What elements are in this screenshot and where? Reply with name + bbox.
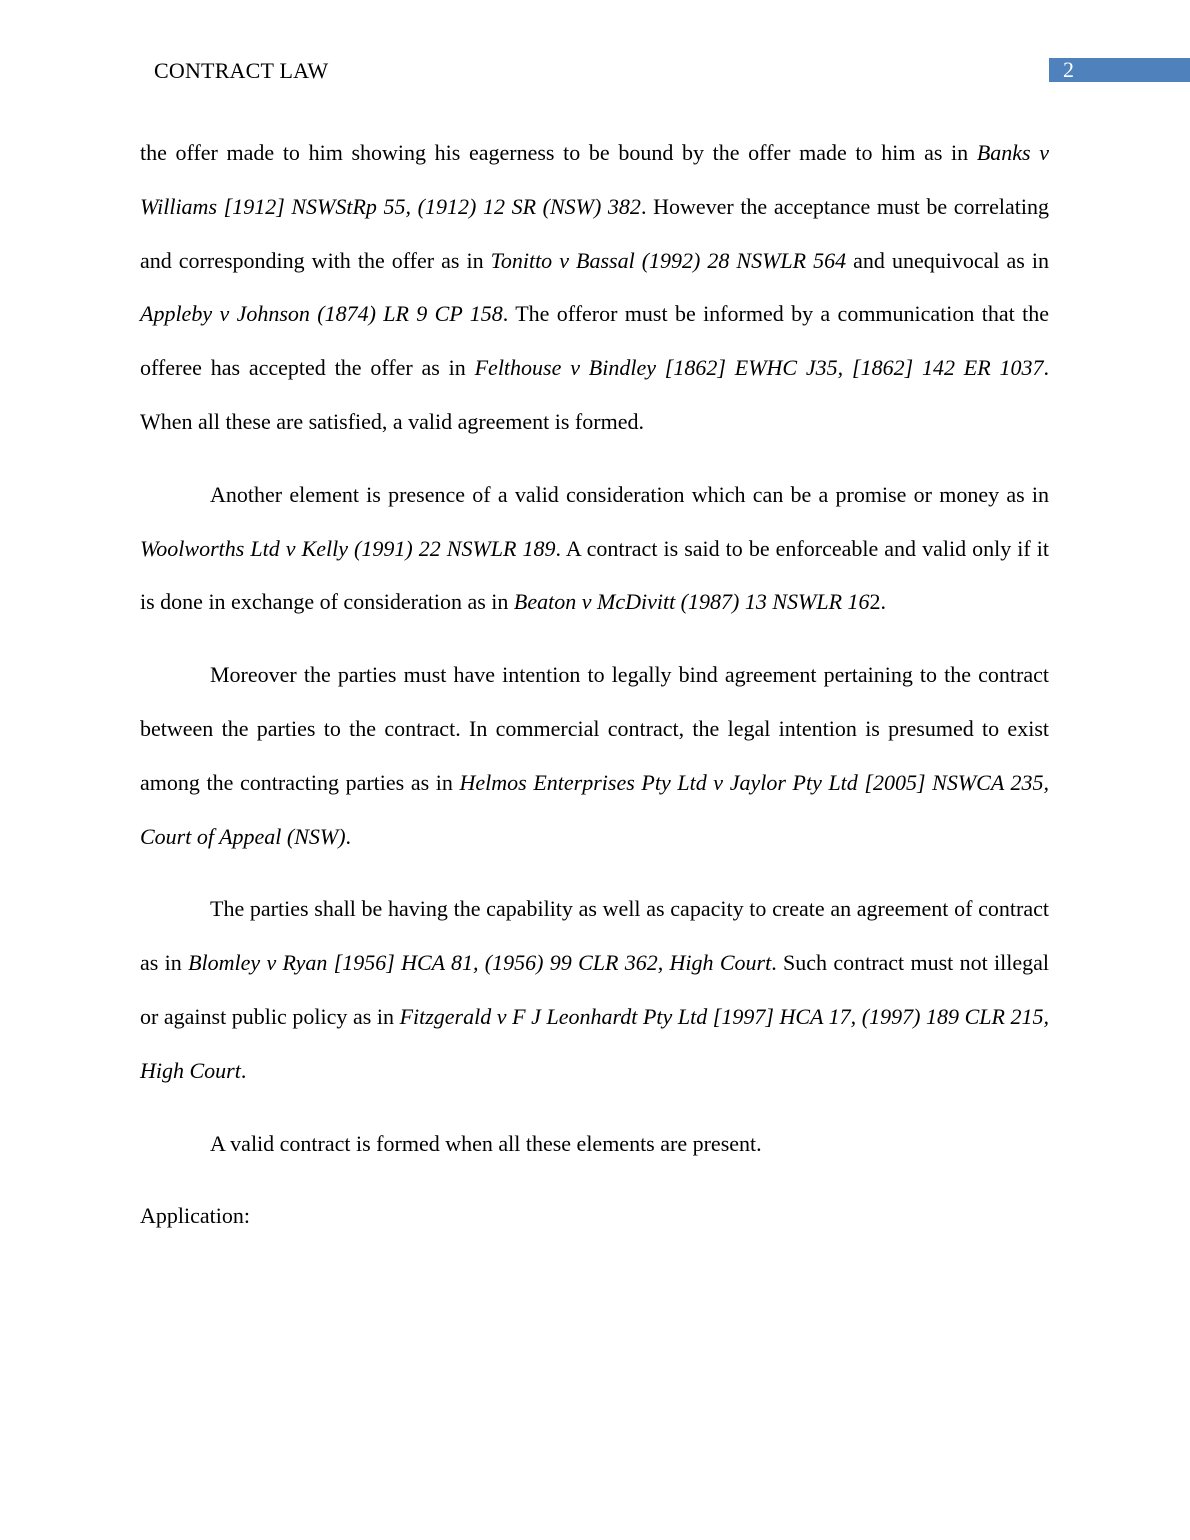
text-run: .	[345, 823, 352, 849]
text-run: . When all these are satisfied, a valid agreement is formed.	[140, 355, 1049, 434]
text-run: the offer made to him showing his eagerness to be bound by the offer made to him as in	[140, 140, 977, 165]
text-run: Moreover the parties must have intention to legally bind agreement pertaining to the contract between the parties to the contract. In commercial contract, the legal intention is presumed to exist among the contracting parties as in	[140, 662, 1049, 795]
case-citation: Blomley v Ryan [1956] HCA 81, (1956) 99 CLR 362, High Court	[188, 950, 772, 976]
text-run: . A contract is said to be enforceable and valid only if it is done in exchange of consideration as in	[140, 535, 1049, 615]
case-citation: Tonitto v Bassal (1992) 28 NSWLR 564	[490, 247, 847, 273]
case-citation: Fitzgerald v F J Leonhardt Pty Ltd [1997] HCA 17, (1997) 189 CLR 215, High Court	[140, 1003, 1049, 1083]
text-run: . Such contract must not illegal or against public policy as in	[140, 950, 1049, 1029]
text-run: .	[240, 1057, 247, 1083]
page-number: 2	[1063, 57, 1074, 82]
running-header-title: CONTRACT LAW	[154, 58, 329, 83]
paragraph-consideration	[140, 468, 1049, 629]
document-body	[140, 126, 1049, 1243]
paragraph-offer-acceptance	[140, 126, 1049, 449]
case-citation: Appleby v Johnson (1874) LR 9 CP 158	[140, 301, 503, 327]
text-run: and unequivocal as in	[846, 247, 1049, 273]
text-run: . The offeror must be informed by a communication that the offeree has accepted the offer as in	[140, 301, 1049, 381]
text-run: A valid contract is formed when all these elements are present.	[210, 1130, 762, 1156]
case-citation: Helmos Enterprises Pty Ltd v Jaylor Pty Ltd [2005] NSWCA 235, Court of Appeal (NSW)	[140, 769, 1049, 849]
paragraph-conclusion	[140, 1117, 1049, 1171]
text-run: The parties shall be having the capability as well as capacity to create an agreement of contract as in	[140, 896, 1049, 976]
case-citation: Banks v Williams [1912] NSWStRp 55, (1912) 12 SR (NSW) 382	[140, 140, 1049, 219]
text-run: . However the acceptance must be correlating and corresponding with the offer as in	[140, 193, 1049, 273]
case-citation: Woolworths Ltd v Kelly (1991) 22 NSWLR 189	[140, 535, 556, 561]
application-heading: Application:	[140, 1203, 250, 1229]
paragraph-intention	[140, 648, 1049, 863]
page-number-badge	[1049, 58, 1190, 82]
paragraph-capacity	[140, 882, 1049, 1097]
case-citation: Felthouse v Bindley [1862] EWHC J35, [1862] 142 ER 1037	[474, 355, 1044, 381]
text-run: Another element is presence of a valid consideration which can be a promise or money as in	[210, 481, 1049, 507]
text-run: 2.	[869, 589, 887, 615]
case-citation: Beaton v McDivitt (1987) 13 NSWLR 16	[513, 589, 870, 615]
